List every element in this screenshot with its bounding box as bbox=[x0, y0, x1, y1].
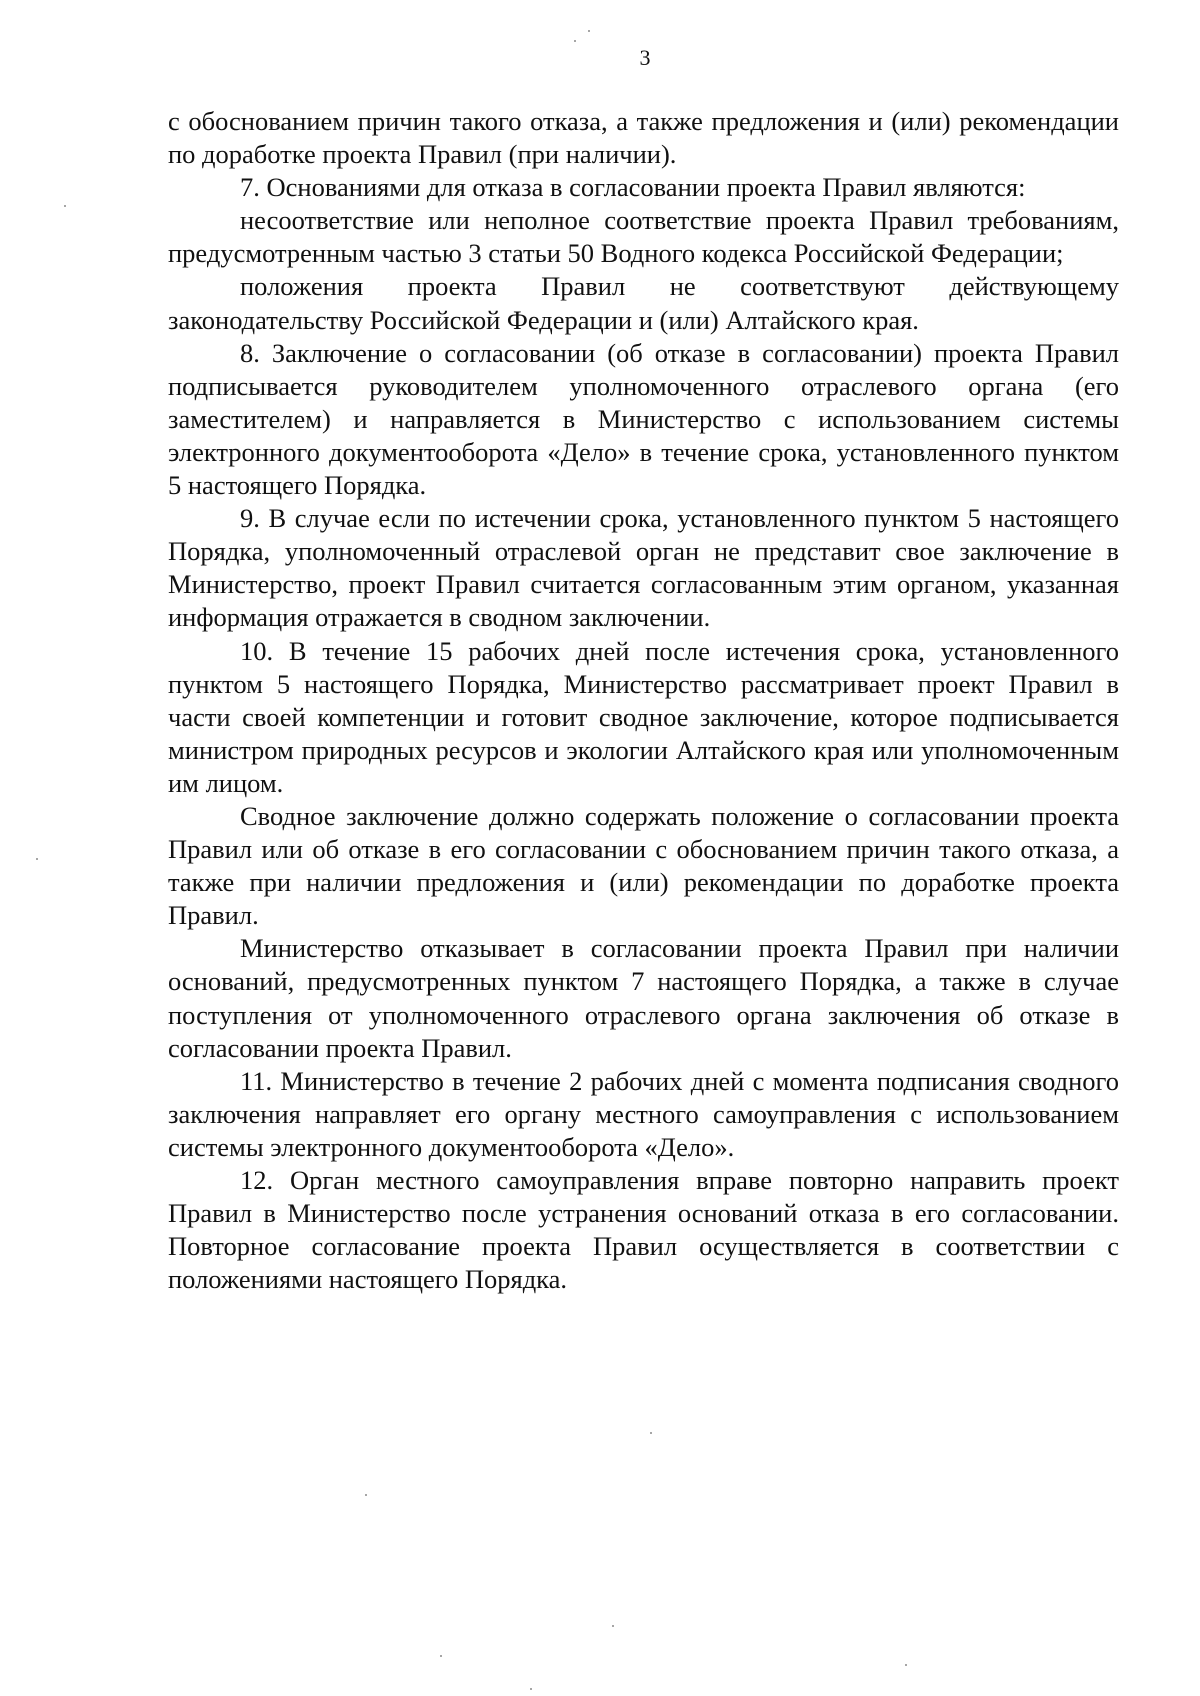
paragraph-item-7-ground-2: положения проекта Правил не соответствуют действующему законодательству Российской Федерации и (или) Алтайского края. bbox=[168, 271, 1119, 335]
document-body bbox=[168, 105, 1119, 1296]
paragraph-item-9: 9. В случае если по истечении срока, установленного пунктом 5 настоящего Порядка, уполномоченный отраслевой орган не представит свое заключение в Министерство, проект Правил считается согласованным этим органом, указанная информация отражается в сводном заключении. bbox=[168, 503, 1119, 633]
scan-speck bbox=[440, 1655, 442, 1657]
paragraph-item-11: 11. Министерство в течение 2 рабочих дней с момента подписания сводного заключения направляет его органу местного самоуправления с использованием системы электронного документооборота «Дело». bbox=[168, 1065, 1119, 1162]
paragraph-item-8: 8. Заключение о согласовании (об отказе в согласовании) проекта Правил подписывается руководителем уполномоченного отраслевого органа (его заместителем) и направляется в Министерство с использованием системы электронного документооборота «Дело» в течение срока, установленного пунктом 5 настоящего Порядка. bbox=[168, 337, 1119, 501]
paragraph-item-10: 10. В течение 15 рабочих дней после истечения срока, установленного пунктом 5 настоящего Порядка, Министерство рассматривает проект Правил в части своей компетенции и готовит сводное заключение, которое подписывается министром природных ресурсов и экологии Алтайского края или уполномоченным им лицом. bbox=[168, 635, 1119, 798]
scan-speck bbox=[530, 1688, 532, 1690]
scan-speck bbox=[36, 858, 38, 860]
paragraph-ministry-refusal: Министерство отказывает в согласовании проекта Правил при наличии оснований, предусмотренных пунктом 7 настоящего Порядка, а также в случае поступления от уполномоченного отраслевого органа заключения об отказе в согласовании проекта Правил. bbox=[168, 933, 1119, 1063]
paragraph-summary-content: Сводное заключение должно содержать положение о согласовании проекта Правил или об отказе в его согласовании с обоснованием причин такого отказа, а также при наличии предложения и (или) рекомендации по доработке проекта Правил. bbox=[168, 800, 1119, 931]
paragraph-continuation: с обоснованием причин такого отказа, а также предложения и (или) рекомендации по доработке проекта Правил (при наличии). bbox=[168, 106, 1119, 170]
paragraph-item-7: 7. Основаниями для отказа в согласовании проекта Правил являются: bbox=[240, 172, 1026, 203]
scan-speck bbox=[905, 1664, 907, 1666]
paragraph-item-7-ground-1: несоответствие или неполное соответствие проекта Правил требованиям, предусмотренным частью 3 статьи 50 Водного кодекса Российской Федерации; bbox=[168, 205, 1119, 269]
scan-speck bbox=[612, 1625, 614, 1627]
scan-speck bbox=[574, 40, 576, 42]
scan-speck bbox=[64, 205, 66, 207]
scan-speck bbox=[650, 1432, 652, 1434]
paragraph-item-12: 12. Орган местного самоуправления вправе повторно направить проект Правил в Министерство после устранения оснований отказа в его согласовании. Повторное согласование проекта Правил осуществляется в соответствии с положениями настоящего Порядка. bbox=[168, 1165, 1119, 1295]
scan-speck bbox=[588, 30, 590, 32]
page-number: 3 bbox=[639, 45, 651, 70]
scan-speck bbox=[365, 1494, 367, 1496]
